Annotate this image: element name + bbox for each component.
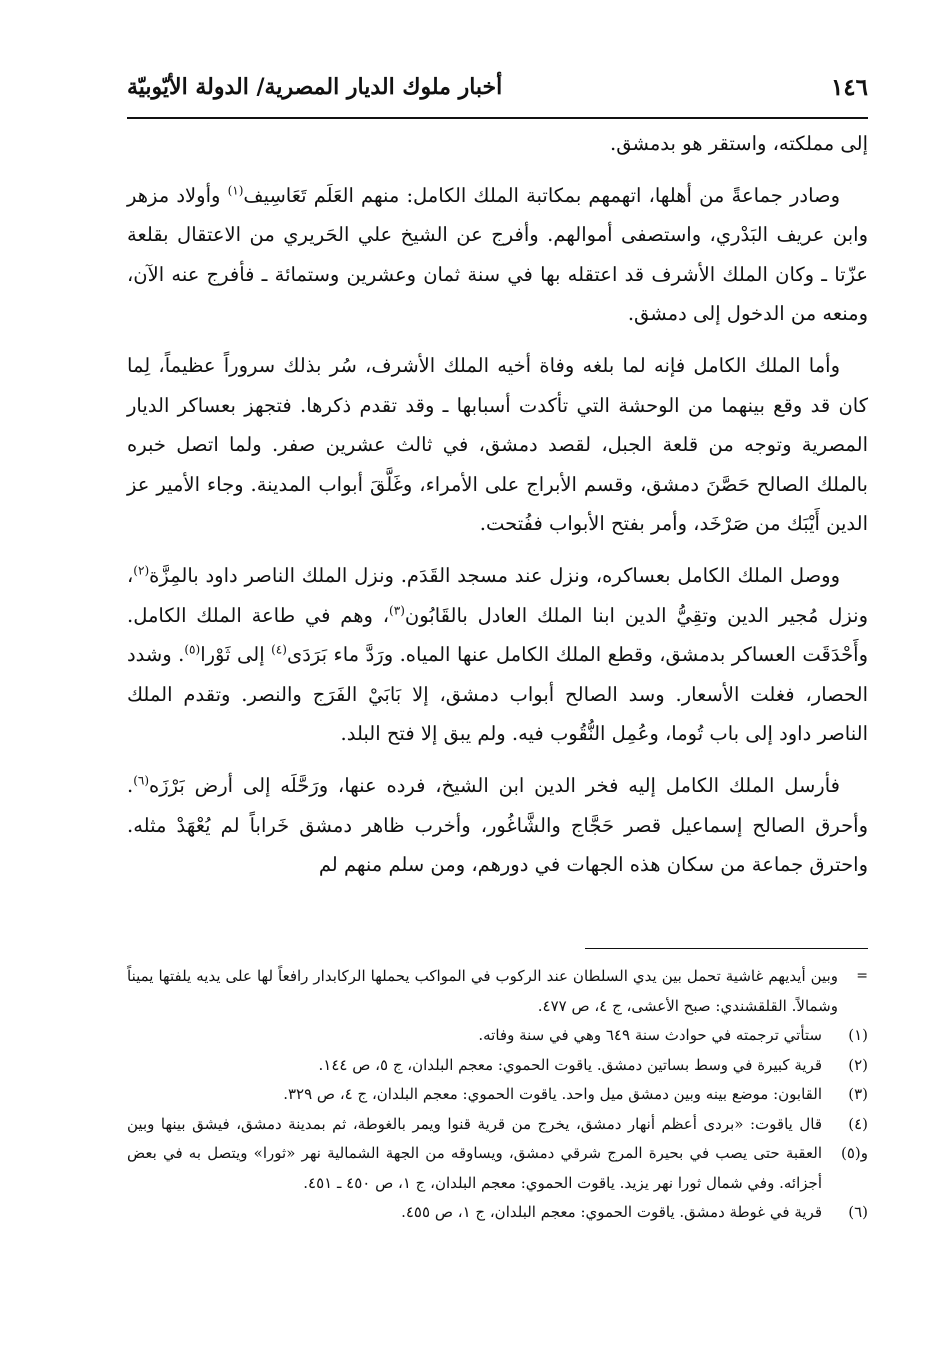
footnote-ref-1: (١) <box>227 183 244 198</box>
text-run: فأرسل الملك الكامل إليه فخر الدين ابن الشيخ، فرده عنها، ورَحَّلَه إلى أرض بَرْزَه <box>149 773 840 797</box>
text-run: . وأحرق الصالح إسماعيل قصر حَجَّاج والشَّاغُور، وأخرب ظاهر دمشق خَراباً لم يُعْهَدْ مثله. واحترق جماعة من سكان هذه الجهات في دورهم، ومن سلم منهم لم <box>127 773 868 877</box>
text-run: إلى مملكته، واستقر هو بدمشق. <box>610 132 868 155</box>
footnote-marker: (٤) و(٥) <box>840 1114 868 1162</box>
footnote-text: ستأتي ترجمته في حوادث سنة ٦٤٩ وهي في سنة وفاته. <box>478 1026 822 1044</box>
footnote-1 <box>127 1021 868 1051</box>
footnote-ref-6: (٦) <box>133 773 150 788</box>
paragraph-4 <box>127 556 868 754</box>
footnote-ref-2: (٢) <box>133 563 150 578</box>
running-header <box>127 70 868 116</box>
footnote-ref-5: (٥) <box>184 642 201 657</box>
footnote-4-5 <box>127 1110 868 1199</box>
paragraph-3 <box>127 346 868 544</box>
text-run: ، ونزل مُجير الدين وتقِيُّ الدين ابنا الملك العادل بالقَابُون <box>127 563 869 627</box>
running-title: أخبار ملوك الديار المصرية/ الدولة الأيّوبيّة <box>127 74 503 100</box>
footnote-ref-3: (٣) <box>389 603 405 618</box>
footnotes <box>127 962 868 1228</box>
paragraph-1 <box>127 124 868 164</box>
footnote-text: قرية في غوطة دمشق. ياقوت الحموي: معجم البلدان، ج ١، ص ٤٥٥. <box>401 1203 822 1221</box>
footnote-text: وبين أيديهم غاشية تحمل بين يدي السلطان عند الركوب في المواكب يحملها الركابدار رافعاً لها على يديه يلفتها يميناً وشمالاً. القلقشندي: صبح الأعشى، ج ٤، ص ٤٧٧. <box>127 967 838 1015</box>
footnote-text: قال ياقوت: «بردى أعظم أنهار دمشق، يخرج من قرية قنوا ويمر بالغوطة، ثم بمدينة دمشق، فيشق بينها وبين العقبة حتى يصب في بحيرة المرج شرقي دمشق، ويساوقه من الجهة الشمالية نهر «ثورا» ويتصل به في بعض أجزائه. وفي شمال ثورا نهر يزيد. ياقوت الحموي: معجم البلدان، ج ١، ص ٤٥٠ ـ ٤٥١. <box>127 1114 822 1192</box>
footnote-3 <box>127 1080 868 1110</box>
text-run: وأولاد مزهر وابن عريف البَدْري، واستصفى أموالهم. وأفرج عن الشيخ علي الحَريري من الاعتقال بقلعة عزّتا ـ وكان الملك الأشرف قد اعتقله بها في سنة ثمان وعشرين وستمائة ـ فأفرج عنه الآن، ومنعه من الدخول إلى دمشق. <box>127 183 868 326</box>
text-run: ووصل الملك الكامل بعساكره، ونزل عند مسجد القَدَم. ونزل الملك الناصر داود بالمِزَّة <box>149 563 840 587</box>
text-run: ، وهم في طاعة الملك الكامل. وأَحْدَقَت العساكر بدمشق، وقطع الملك الكامل عنها المياه. ورَدَّ ماء بَرَدَى <box>127 603 868 667</box>
footnote-6 <box>127 1198 868 1228</box>
text-run: وأما الملك الكامل فإنه لما بلغه وفاة أخيه الملك الأشرف، سُر بذلك سروراً عظيماً، لِما كان قد وقع بينهما من الوحشة التي تأكدت أسبابها ـ وقد تقدم ذكرها. فتجهز بعساكر الديار المصرية وتوجه من قلعة الجبل، لقصد دمشق، في ثالث عشرين صفر. ولما اتصل خبره بالملك الصالح حَصَّنَ دمشق، وقسم الأبراج على الأمراء، وغَلَّقَ أبواب المدينة. وجاء الأمير عز الدين أَيْبَك من صَرْخَد، وأمر بفتح الأبواب ففُتحت. <box>127 353 868 536</box>
paragraph-5 <box>127 766 868 885</box>
footnote-ref-4: (٤) <box>271 642 287 657</box>
footnote-text: القابون: موضع بينه وبين دمشق ميل واحد. ياقوت الحموي: معجم البلدان، ج ٤، ص ٣٢٩. <box>283 1085 822 1103</box>
footnote-text: قرية كبيرة في وسط بساتين دمشق. ياقوت الحموي: معجم البلدان، ج ٥، ص ١٤٤. <box>318 1055 822 1074</box>
main-text <box>127 124 868 897</box>
footnote-marker: (٦) <box>848 1203 868 1221</box>
footnote-marker: (١) <box>848 1026 868 1044</box>
text-run: وصادر جماعةً من أهلها، اتهمهم بمكاتبة الملك الكامل: منهم العَلَم تَعَاسِيف <box>243 183 840 207</box>
footnote-marker: (٢) <box>848 1055 868 1074</box>
paragraph-2 <box>127 176 868 334</box>
footnote-separator <box>585 948 868 949</box>
header-rule <box>127 117 868 119</box>
text-run: إلى ثَوْرا <box>200 643 272 667</box>
footnote-continuation <box>127 962 868 1021</box>
text-run: . وشدد الحصار، فغلت الأسعار. وسد الصالح أبواب دمشق، إلا بَابَيْ الفَرَج والنصر. وتقدم الملك الناصر داود إلى باب تُوما، وعُمِل النُّقُوب فيه. ولم يبق إلا فتح البلد. <box>127 643 868 746</box>
page-number: ١٤٦ <box>830 74 868 101</box>
footnote-marker: = <box>856 968 868 984</box>
footnote-2 <box>127 1051 868 1081</box>
footnote-marker: (٣) <box>848 1085 868 1103</box>
